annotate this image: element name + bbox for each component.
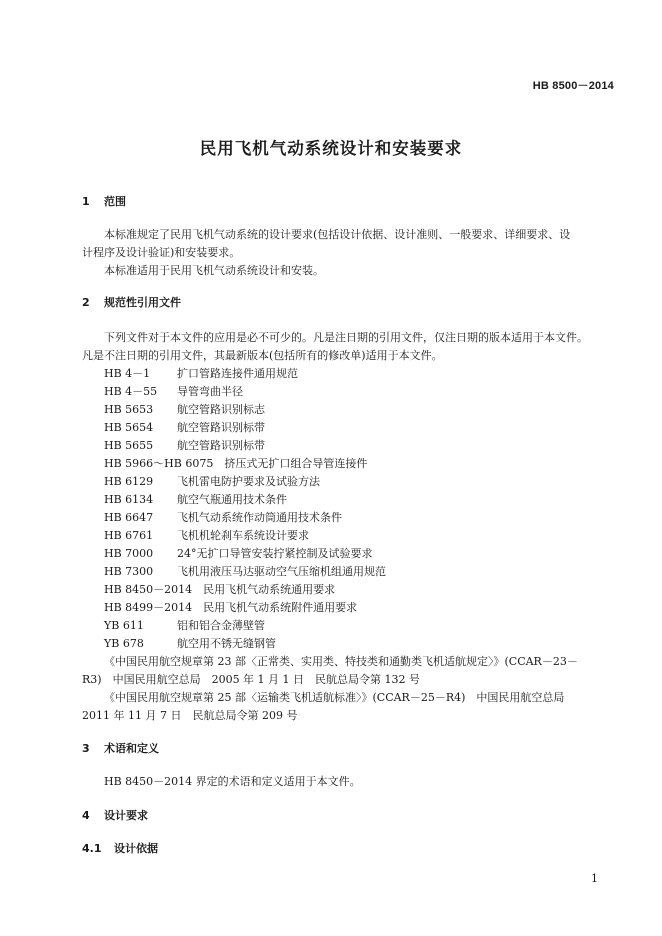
section-number: 4.1	[82, 842, 102, 855]
section-title: 规范性引用文件	[104, 296, 181, 309]
reference-item: HB 8499－2014 民用飞机气动系统附件通用要求	[104, 601, 358, 614]
regulation-ccar25-line-1: 《中国民用航空规章第 25 部〈运输类飞机适航标准〉》(CCAR－25－R4) 中国民用航空总局	[104, 691, 565, 704]
reference-item: HB 8450－2014 民用飞机气动系统通用要求	[104, 583, 336, 596]
reference-item: HB 4－1 扩口管路连接件通用规范	[104, 367, 298, 380]
terms-paragraph: HB 8450－2014 界定的术语和定义适用于本文件。	[104, 775, 361, 788]
reference-item: HB 6134 航空气瓶通用技术条件	[104, 493, 287, 506]
reference-item: HB 5653 航空管路识别标志	[104, 403, 265, 416]
section-title: 设计要求	[104, 809, 148, 822]
scope-paragraph-line-1: 本标准规定了民用飞机气动系统的设计要求(包括设计依据、设计准则、一般要求、详细要求、设	[104, 228, 571, 241]
section-4-1-heading	[82, 842, 158, 856]
references-intro-line-1: 下列文件对于本文件的应用是必不可少的。凡是注日期的引用文件，仅注日期的版本适用于本文件。	[104, 331, 588, 344]
section-2-heading	[82, 296, 181, 310]
regulation-ccar25-line-2: 2011 年 11 月 7 日 民航总局令第 209 号	[82, 709, 298, 722]
section-title: 术语和定义	[104, 742, 159, 755]
standard-code: HB 8500－2014	[532, 80, 614, 92]
regulation-ccar23-line-1: 《中国民用航空规章第 23 部〈正常类、实用类、特技类和通勤类飞机适航规定〉》(CCAR－23－	[104, 655, 578, 668]
reference-item: YB 611 铝和铝合金薄壁管	[104, 619, 265, 632]
section-4-heading	[82, 809, 148, 823]
reference-item: HB 5654 航空管路识别标带	[104, 421, 265, 434]
regulation-ccar23-line-2: R3) 中国民用航空总局 2005 年 1 月 1 日 民航总局令第 132 号	[82, 673, 421, 686]
reference-item: HB 6761 飞机机轮刹车系统设计要求	[104, 529, 309, 542]
scope-paragraph-2: 本标准适用于民用飞机气动系统设计和安装。	[104, 264, 324, 277]
page-number: 1	[591, 872, 598, 885]
section-3-heading	[82, 742, 159, 756]
reference-item: YB 678 航空用不锈无缝钢管	[104, 637, 276, 650]
reference-item: HB 4－55 导管弯曲半径	[104, 385, 243, 398]
reference-item: HB 6129 飞机雷电防护要求及试验方法	[104, 475, 320, 488]
references-intro-line-2: 凡是不注日期的引用文件，其最新版本(包括所有的修改单)适用于本文件。	[82, 349, 443, 362]
section-1-heading	[82, 195, 126, 209]
section-number: 1	[82, 195, 90, 208]
reference-item: HB 5655 航空管路识别标带	[104, 439, 265, 452]
reference-item: HB 6647 飞机气动系统作动筒通用技术条件	[104, 511, 342, 524]
reference-item: HB 7000 24°无扩口导管安装拧紧控制及试验要求	[104, 547, 373, 560]
section-number: 4	[82, 809, 90, 822]
section-number: 3	[82, 742, 90, 755]
section-number: 2	[82, 296, 90, 309]
section-title: 设计依据	[114, 842, 158, 855]
document-title: 民用飞机气动系统设计和安装要求	[199, 139, 463, 158]
reference-item: HB 7300 飞机用液压马达驱动空气压缩机组通用规范	[104, 565, 386, 578]
reference-item: HB 5966～HB 6075 挤压式无扩口组合导管连接件	[104, 457, 368, 470]
scope-paragraph-line-2: 计程序及设计验证)和安装要求。	[82, 246, 241, 259]
section-title: 范围	[104, 195, 126, 208]
